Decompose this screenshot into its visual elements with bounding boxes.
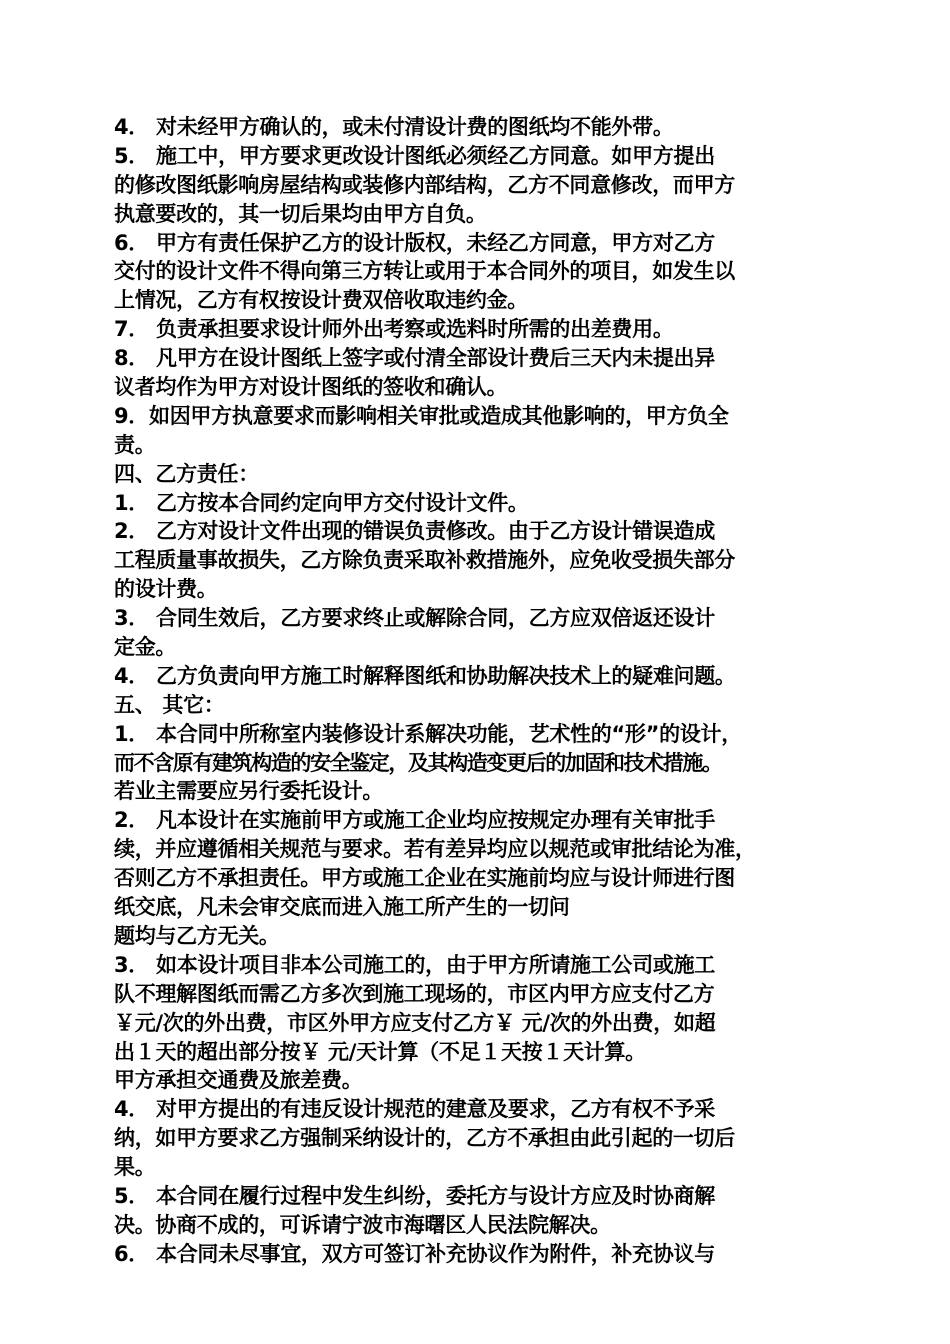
- text-line: 定金。: [114, 635, 177, 660]
- text-line: 工程质量事故损失，乙方除负责采取补救措施外，应免收受损失部分: [114, 548, 735, 573]
- text-line: 4． 乙方负责向甲方施工时解释图纸和协助解决技术上的疑难问题。: [114, 663, 736, 688]
- text-line: 题均与乙方无关。: [114, 923, 280, 948]
- text-line: 决。协商不成的，可诉请宁波市海曙区人民法院解决。: [114, 1212, 611, 1237]
- text-line: 6． 本合同未尽事宜，双方可签订补充协议作为附件，补充协议与: [114, 1241, 715, 1266]
- text-line: 出１天的超出部分按￥ 元/天计算（不足１天按１天计算。: [114, 1039, 646, 1064]
- text-line: 1． 乙方按本合同约定向甲方交付设计文件。: [114, 490, 529, 515]
- text-line: 5． 本合同在履行过程中发生纠纷，委托方与设计方应及时协商解: [114, 1183, 715, 1208]
- text-line: 5． 施工中，甲方要求更改设计图纸必须经乙方同意。如甲方提出: [114, 143, 715, 168]
- section-heading: 五、 其它：: [114, 692, 225, 717]
- text-line: 8． 凡甲方在设计图纸上签字或付清全部设计费后三天内未提出异: [114, 346, 715, 371]
- text-line: 议者均作为甲方对设计图纸的签收和确认。: [114, 375, 508, 400]
- text-line: 果。: [114, 1155, 156, 1180]
- text-line: 2． 凡本设计在实施前甲方或施工企业均应按规定办理有关审批手: [114, 808, 715, 833]
- section-heading: 四、乙方责任：: [114, 461, 259, 486]
- contract-page: [114, 113, 854, 1269]
- text-line: 9．如因甲方执意要求而影响相关审批或造成其他影响的，甲方负全: [114, 403, 729, 428]
- text-line: 上情况，乙方有权按设计费双倍收取违约金。: [114, 288, 528, 313]
- text-line: 责。: [114, 432, 156, 457]
- text-line: 续，并应遵循相关规范与要求。若有差异均应以规范或审批结论为准，: [114, 837, 756, 862]
- text-line: 3． 如本设计项目非本公司施工的，由于甲方所请施工公司或施工: [114, 952, 715, 977]
- text-line: 队不理解图纸而需乙方多次到施工现场的，市区内甲方应支付乙方: [114, 981, 715, 1006]
- text-line: 甲方承担交通费及旅差费。: [114, 1068, 363, 1093]
- text-line: 2． 乙方对设计文件出现的错误负责修改。由于乙方设计错误造成: [114, 519, 715, 544]
- text-line: 若业主需要应另行委托设计。: [114, 779, 384, 804]
- text-line: 6． 甲方有责任保护乙方的设计版权，未经乙方同意，甲方对乙方: [114, 230, 715, 255]
- text-line: 纸交底，凡未会审交底而进入施工所产生的一切问: [114, 895, 570, 920]
- text-line: 纳，如甲方要求乙方强制采纳设计的，乙方不承担由此引起的一切后: [114, 1126, 735, 1151]
- text-line: 的设计费。: [114, 577, 218, 602]
- text-line: 1． 本合同中所称室内装修设计系解决功能，艺术性的“形”的设计，: [114, 721, 742, 746]
- text-line: 的修改图纸影响房屋结构或装修内部结构，乙方不同意修改，而甲方: [114, 172, 735, 197]
- text-line: 4． 对甲方提出的有违反设计规范的建意及要求，乙方有权不予采: [114, 1097, 715, 1122]
- text-line: 4． 对未经甲方确认的，或未付清设计费的图纸均不能外带。: [114, 115, 674, 139]
- text-line: 执意要改的，其一切后果均由甲方自负。: [114, 201, 487, 226]
- text-line: 否则乙方不承担责任。甲方或施工企业在实施前均应与设计师进行图: [114, 866, 735, 891]
- text-line: 7． 负责承担要求设计师外出考察或选料时所需的出差费用。: [114, 317, 674, 342]
- text-line: 而不含原有建筑构造的安全鉴定，及其构造变更后的加固和技术措施。: [114, 750, 722, 775]
- text-line: ￥元/次的外出费，市区外甲方应支付乙方￥ 元/次的外出费，如超: [114, 1010, 716, 1035]
- text-line: 交付的设计文件不得向第三方转让或用于本合同外的项目，如发生以: [114, 259, 735, 284]
- text-line: 3． 合同生效后，乙方要求终止或解除合同，乙方应双倍返还设计: [114, 606, 715, 631]
